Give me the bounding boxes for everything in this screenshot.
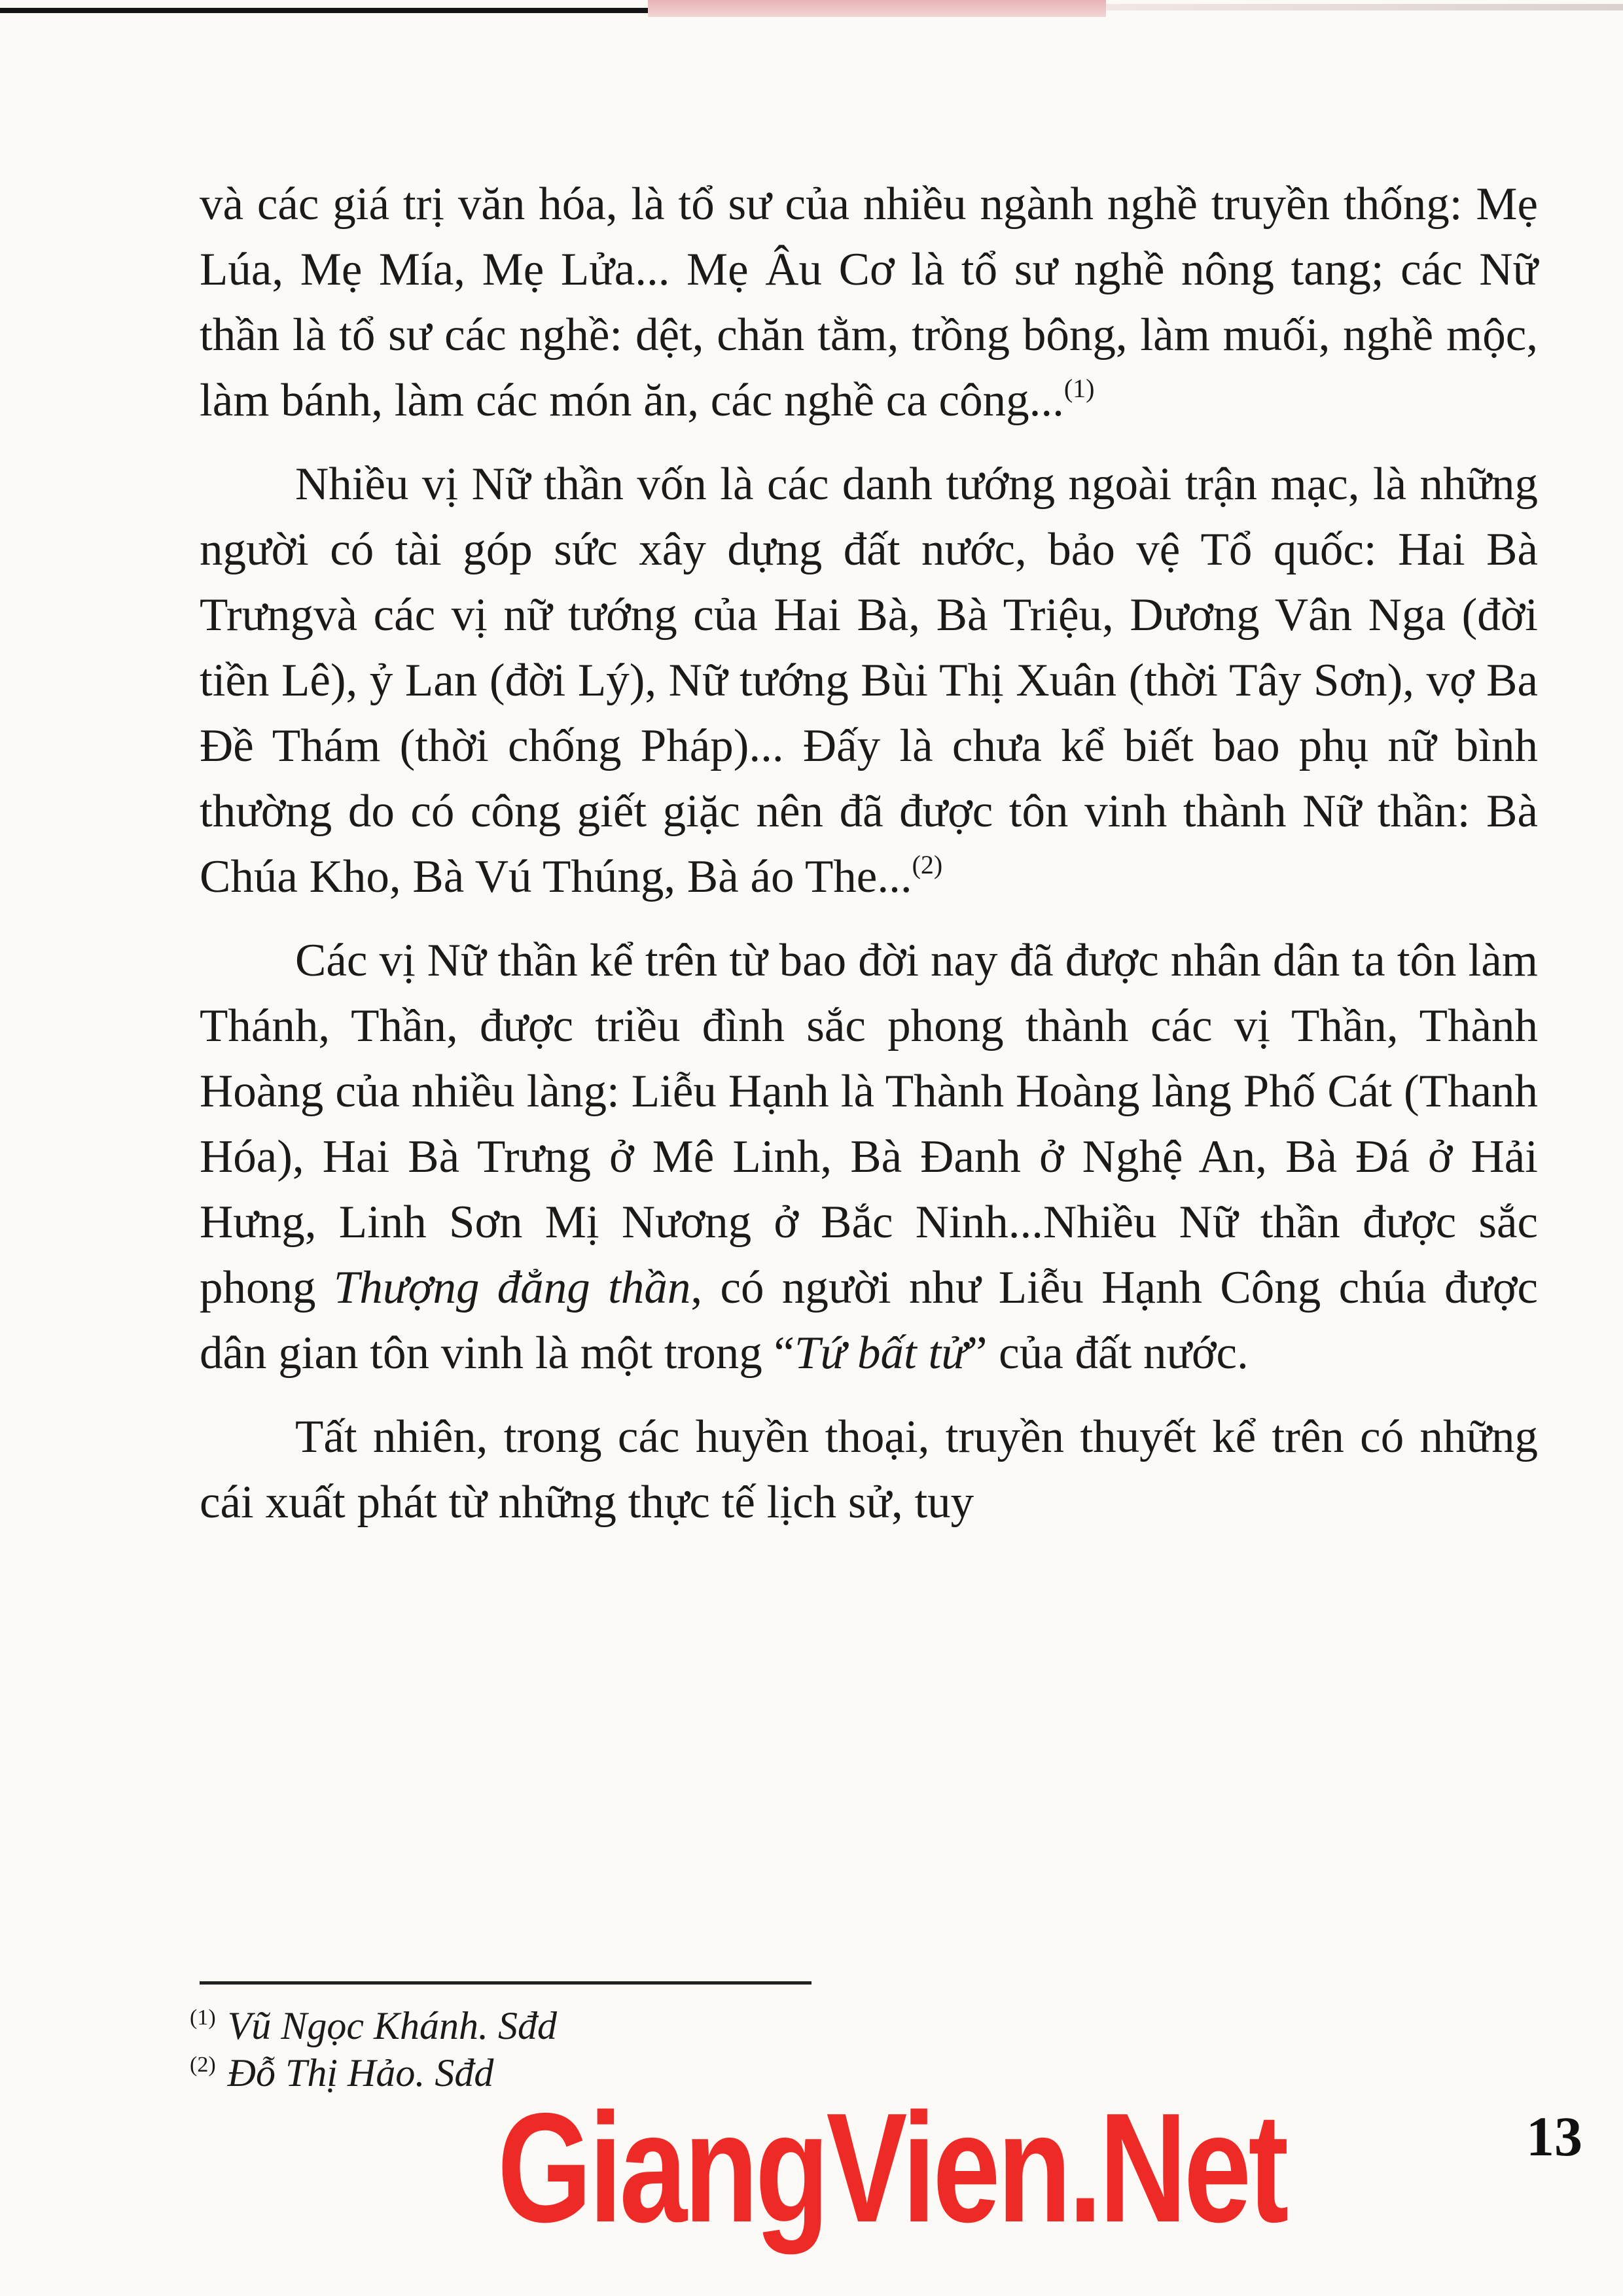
body-text bbox=[200, 171, 1538, 1535]
paragraph-3-text-after: ” của đất nước. bbox=[966, 1328, 1249, 1379]
paragraph-3-italic-title: Thượng đẳng thần bbox=[333, 1262, 691, 1313]
footnote-divider bbox=[200, 1981, 812, 1985]
top-border-tint bbox=[648, 0, 1106, 17]
paragraph-2-text: Nhiều vị Nữ thần vốn là các danh tướng ngoài trận mạc, là những người có tài góp sức xây dựng đất nước, bảo vệ Tổ quốc: Hai Bà Trưngvà các vị nữ tướng của Hai Bà, Bà Triệu, Dương Vân Nga (đời tiền Lê), ỷ Lan (đời Lý), Nữ tướng Bùi Thị Xuân (thời Tây Sơn), vợ Ba Đề Thám (thời chống Pháp)... Đấy là chưa kể biết bao phụ nữ bình thường do có công giết giặc nên đã được tôn vinh thành Nữ thần: Bà Chúa Kho, Bà Vú Thúng, Bà áo The... bbox=[200, 459, 1538, 902]
page-number: 13 bbox=[1526, 2105, 1582, 2168]
paragraph-2 bbox=[200, 451, 1538, 910]
footnote-2-text: Đỗ Thị Hảo. Sđd bbox=[227, 2051, 494, 2094]
paragraph-4-text: Tất nhiên, trong các huyền thoại, truyền thuyết kể trên có những cái xuất phát từ những thực tế lịch sử, tuy bbox=[200, 1411, 1538, 1528]
top-border-shadow bbox=[1106, 4, 1623, 10]
paragraph-3-italic-term: Tứ bất tử bbox=[794, 1328, 967, 1379]
paragraph-3 bbox=[200, 928, 1538, 1386]
paragraph-3-text-middle: , có người như Liễu Hạnh Công chúa được dân gian tôn vinh là một trong “ bbox=[200, 1262, 1538, 1379]
footnote-1-text: Vũ Ngọc Khánh. Sđd bbox=[227, 2004, 557, 2047]
watermark-logo: GiangVien.Net bbox=[497, 2081, 1286, 2255]
paragraph-4 bbox=[200, 1404, 1538, 1535]
footnote-ref-1: (1) bbox=[1063, 374, 1095, 403]
paragraph-1 bbox=[200, 171, 1538, 433]
footnote-2-marker: (2) bbox=[190, 2053, 216, 2077]
top-border-rule bbox=[0, 8, 648, 13]
footnote-1 bbox=[190, 2002, 844, 2049]
paragraph-1-text: và các giá trị văn hóa, là tổ sư của nhiều ngành nghề truyền thống: Mẹ Lúa, Mẹ Mía, Mẹ Lửa... Mẹ Âu Cơ là tổ sư nghề nông tang; các Nữ thần là tổ sư các nghề: dệt, chăn tằm, trồng bông, làm muối, nghề mộc, làm bánh, làm các món ăn, các nghề ca công... bbox=[200, 179, 1538, 426]
footnote-ref-2: (2) bbox=[912, 850, 943, 879]
paragraph-3-text-before: Các vị Nữ thần kể trên từ bao đời nay đã được nhân dân ta tôn làm Thánh, Thần, được triều đình sắc phong thành các vị Thần, Thành Hoàng của nhiều làng: Liễu Hạnh là Thành Hoàng làng Phố Cát (Thanh Hóa), Hai Bà Trưng ở Mê Linh, Bà Đanh ở Nghệ An, Bà Đá ở Hải Hưng, Linh Sơn Mị Nương ở Bắc Ninh...Nhiều Nữ thần được sắc phong bbox=[200, 935, 1538, 1313]
footnote-1-marker: (1) bbox=[190, 2005, 216, 2030]
